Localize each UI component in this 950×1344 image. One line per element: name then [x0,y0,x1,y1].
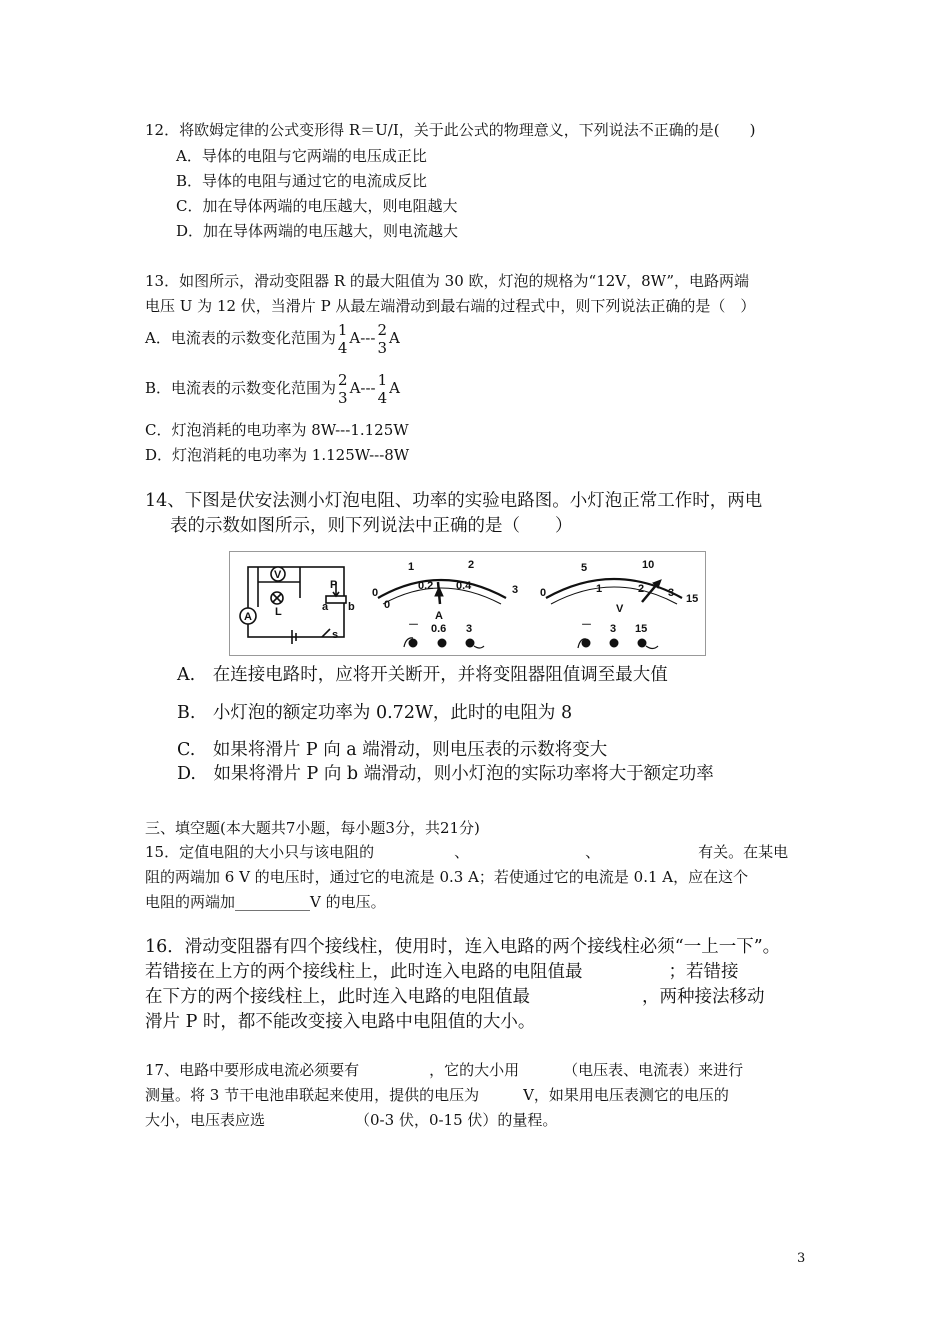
voltmeter-terminal-label: 15 [635,623,648,635]
q12-option-d: D．加在导体两端的电压越大，则电流越大 [176,222,459,240]
rheostat-end-a: a [322,601,329,613]
voltmeter-terminal-3 [610,639,618,647]
ammeter-minus-terminal-label: － [408,619,419,631]
switch-label: s [332,629,339,641]
voltmeter-scale-inner [551,587,677,604]
q15-separator: 、 [585,843,601,861]
fraction-denominator: 3 [338,389,348,407]
q17-line2 [145,1085,729,1105]
q14-stem-line2: 表的示数如图所示，则下列说法中正确的是（ ） [170,516,573,536]
fraction-denominator: 4 [337,339,348,357]
q16-line3-text: 在下方的两个接线柱上，此时连入电路的电阻值最 [145,987,530,1007]
q14-option-a: A. 在连接电路时，应将开关断开，并将变阻器阻值调至最大值 [177,665,668,685]
q13-option-a-unit: A [388,329,400,347]
ammeter-terminal-label: 0.6 [431,623,447,635]
q12-option-c: C．加在导体两端的电压越大，则电阻越大 [176,197,458,215]
q17-line2-end: V，如果用电压表测它的电压的 [523,1086,729,1104]
q16-line3-end: ，两种接法移动 [642,987,765,1007]
ammeter-zero-label: 0 [372,587,379,599]
ammeter-tick-label: 3 [512,584,519,596]
voltmeter-tick-label: 0 [540,587,547,599]
q14-option-d: D. 如果将滑片 P 向 b 端滑动，则小灯泡的实际功率将大于额定功率 [177,764,714,784]
ammeter-terminal-3 [466,639,474,647]
q12-option-b: B．导体的电阻与通过它的电流成反比 [176,172,428,190]
fraction [377,321,387,357]
fraction-numerator: 1 [337,321,348,339]
fraction [378,371,388,407]
q15-line2: 阻的两端加 6 V 的电压时，通过它的电流是 0.3 A；若使通过它的电流是 0.1 A，应在这个 [145,868,749,886]
q14-option-c: C. 如果将滑片 P 向 a 端滑动，则电压表的示数将变大 [177,740,608,760]
voltmeter-terminal-label: 3 [610,623,617,635]
voltmeter-terminal-15 [638,639,646,647]
q17-line3 [145,1110,557,1130]
q13-stem-line2: 电压 U 为 12 伏，当滑片 P 从最左端滑动到最右端的过程式中，则下列说法正确的是（ ） [145,297,756,315]
q13-stem-line1: 13．如图所示，滑动变阻器 R 的最大阻值为 30 欧，灯泡的规格为“12V，8W”，电路两端 [145,272,750,290]
q17-line1-text: 17、电路中要形成电流必须要有 [145,1061,360,1079]
voltmeter-scale-arc [546,579,682,598]
ammeter-terminal-label: 3 [466,623,473,635]
q16-line3 [145,985,765,1009]
switch-lever [322,629,330,637]
lamp-label: L [275,606,282,618]
ammeter-tick-label: 1 [408,561,415,573]
q15-line1-text: 15．定值电阻的大小只与该电阻的 [145,843,375,861]
voltmeter-minus-terminal-label: － [581,619,592,631]
q14-stem-line1: 14、下图是伏安法测小灯泡电阻、功率的实验电路图。小灯泡正常工作时，两电 [145,491,763,511]
q15-line3-end: V 的电压。 [310,893,386,911]
q13-option-b-prefix: B．电流表的示数变化范围为 [145,379,337,397]
q16-line1: 16．滑动变阻器有四个接线柱，使用时，连入电路的两个接线柱必须“一上一下”。 [145,937,781,957]
fraction [338,371,348,407]
q13-option-c: C．灯泡消耗的电功率为 8W---1.125W [145,421,409,439]
voltmeter-dial [546,579,682,649]
fraction-numerator: 2 [338,371,348,389]
voltmeter-max-label: 15 [686,593,699,605]
q14-option-b: B. 小灯泡的额定功率为 0.72W，此时的电阻为 8 [177,703,573,723]
q14-figure-svg [230,552,705,655]
q13-option-b [145,368,400,408]
q17-line3-text: 大小，电压表应选 [145,1111,266,1129]
fraction [338,321,348,357]
ammeter-tick-label: 0 [384,599,391,611]
q15-line1 [145,842,788,862]
ammeter-tick-label: 0.4 [456,580,472,592]
q17-line1-end: （电压表、电流表）来进行 [563,1061,744,1079]
ammeter-wire [474,646,484,648]
ammeter-terminal-minus [409,639,417,647]
voltmeter-terminal-minus [582,639,590,647]
voltmeter-wire [646,646,658,649]
fraction-denominator: 4 [377,389,388,407]
fraction-denominator: 3 [377,339,387,357]
ammeter-tick-label: 0.2 [418,580,434,592]
q16-line4: 滑片 P 时，都不能改变接入电路中电阻值的大小。 [145,1012,536,1032]
rheostat-end-b: b [348,601,355,613]
voltmeter-unit-label: V [616,603,624,615]
ammeter-tick-label: 2 [468,559,475,571]
q15-line3-text: 电阻的两端加 [145,893,236,911]
q16-line2 [145,960,739,984]
fraction-numerator: 1 [377,371,388,389]
q16-line2-end: ；若错接 [668,962,739,982]
voltmeter-tick-label: 3 [668,587,675,599]
q13-option-b-mid: A--- [349,379,376,397]
q15-separator: 、 [454,843,470,861]
fraction-numerator: 2 [377,321,387,339]
slider-label: P [330,579,338,591]
voltmeter-tick-label: 5 [581,562,588,574]
page-number: 3 [797,1251,806,1266]
q16-line2-text: 若错接在上方的两个接线柱上，此时连入电路的电阻值最 [145,962,583,982]
voltmeter-tick-label: 2 [638,583,645,595]
q15-line1-end: 有关。在某电 [698,843,789,861]
voltmeter-tick-label: 1 [596,583,603,595]
q17-line1-mid: ，它的大小用 [429,1061,520,1079]
q13-option-d: D．灯泡消耗的电功率为 1.125W---8W [145,446,410,464]
q13-option-b-unit: A [389,379,401,397]
q13-option-a [145,318,400,358]
q17-line2-text: 测量。将 3 节干电池串联起来使用，提供的电压为 [145,1086,480,1104]
section3-title: 三、填空题(本大题共7小题，每小题3分，共21分) [145,819,480,837]
voltmeter-tick-label: 10 [642,559,655,571]
q17-line1 [145,1060,743,1080]
q15-answer-blank: __________ [235,893,311,911]
q13-option-a-mid: A--- [349,329,376,347]
q12-stem: 12．将欧姆定律的公式变形得 R＝U/I，关于此公式的物理意义，下列说法不正确的是( ) [145,121,756,139]
q12-option-a: A．导体的电阻与它两端的电压成正比 [176,147,427,165]
voltmeter-label: V [274,569,282,581]
q15-line3 [145,892,386,912]
q14-circuit-figure [229,551,706,656]
q13-option-a-prefix: A．电流表的示数变化范围为 [145,329,336,347]
ammeter-terminal-0.6 [438,639,446,647]
ammeter-unit-label: A [435,610,443,622]
ammeter-label: A [244,611,252,623]
q17-line3-end: （0-3 伏，0-15 伏）的量程。 [355,1111,558,1129]
